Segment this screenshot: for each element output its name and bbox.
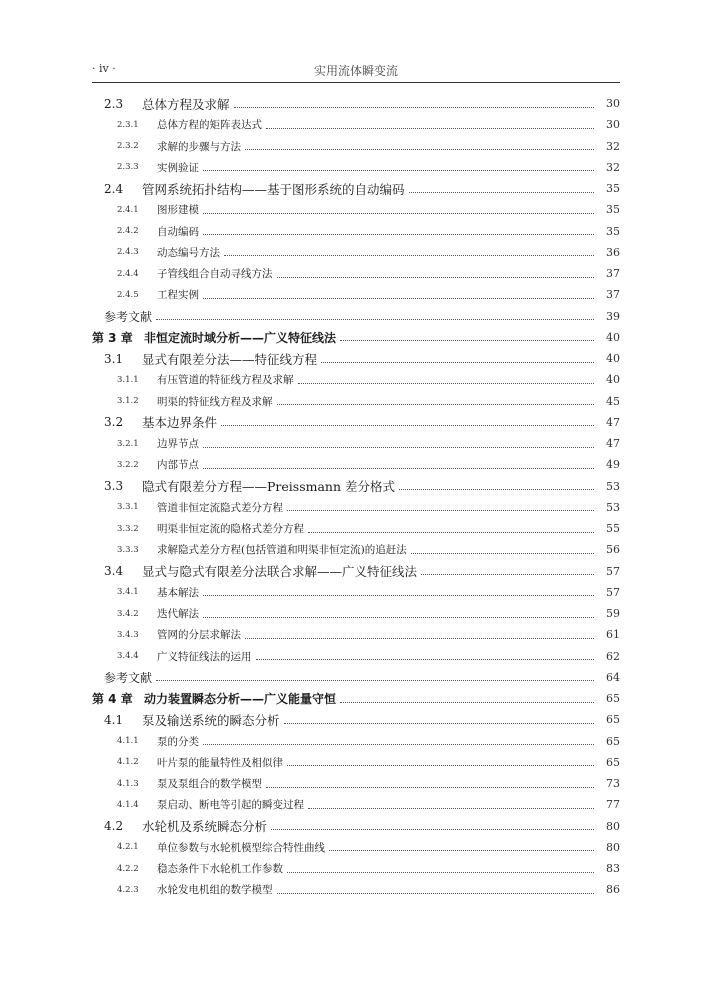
toc-entry-number: 2.3.1 (117, 119, 139, 130)
toc-entry[interactable] (92, 518, 620, 539)
toc-entry-number: 3.3.1 (117, 502, 139, 513)
toc-entry-title: 非恒定流时域分析——广义特征线法 (144, 330, 337, 345)
dot-leader (266, 127, 594, 129)
toc-entry[interactable] (92, 263, 620, 284)
toc-entry[interactable] (92, 221, 620, 242)
toc-entry-title: 参考文献 (104, 309, 153, 324)
toc-entry-number: 2.3 (104, 96, 124, 111)
toc-entry-number: 3.4 (104, 564, 124, 579)
dot-leader (284, 722, 594, 724)
dot-leader (287, 871, 594, 873)
dot-leader (234, 106, 594, 108)
toc-entry-number: 4.1.3 (117, 778, 139, 789)
toc-entry-page: 56 (606, 543, 620, 557)
toc-entry-title: 求解的步骤与方法 (157, 140, 241, 153)
toc-entry-page: 53 (606, 479, 620, 493)
toc-entry-page: 45 (606, 394, 620, 408)
dot-leader (245, 637, 594, 639)
toc-entry-title: 管网的分层求解法 (157, 629, 241, 642)
toc-entry-number: 2.4 (104, 181, 124, 196)
toc-entry[interactable] (92, 752, 620, 773)
dot-leader (203, 467, 594, 469)
toc-entry-number: 第 4 章 (92, 692, 133, 707)
page-header (92, 62, 620, 82)
toc-entry-title: 广义特征线法的运用 (157, 650, 252, 663)
toc-entry[interactable] (92, 136, 620, 157)
toc-entry-number: 2.4.2 (117, 226, 139, 237)
toc-entry-number: 4.2.3 (117, 884, 139, 895)
toc-entry-page: 30 (606, 97, 620, 111)
toc-entry-number: 3.4.2 (117, 608, 139, 619)
toc-entry[interactable] (92, 731, 620, 752)
toc-entry-number: 4.2 (104, 819, 124, 834)
toc-entry[interactable] (92, 178, 620, 199)
toc-entry[interactable] (92, 582, 620, 603)
toc-entry-number: 3.3.3 (117, 544, 139, 555)
toc-entry-page: 32 (606, 139, 620, 153)
toc-entry-title: 求解隐式差分方程(包括管道和明渠非恒定流)的追赶法 (157, 544, 407, 557)
toc-entry[interactable] (92, 327, 620, 348)
dot-leader (277, 403, 595, 405)
toc-entry[interactable] (92, 794, 620, 815)
dot-leader (224, 254, 594, 256)
dot-leader (399, 488, 594, 490)
dot-leader (421, 573, 594, 575)
toc-entry[interactable] (92, 93, 620, 114)
toc-entry-page: 32 (606, 160, 620, 174)
toc-entry-title: 水轮机及系统瞬态分析 (142, 819, 268, 835)
toc-entry-number: 4.2.2 (117, 863, 139, 874)
toc-entry-page: 62 (606, 649, 620, 663)
toc-entry-number: 4.1.4 (117, 799, 139, 810)
toc-entry-title: 显式与隐式有限差分法联合求解——广义特征线法 (142, 564, 418, 580)
dot-leader (321, 361, 594, 363)
toc-entry-page: 80 (606, 819, 620, 833)
toc-entry[interactable] (92, 454, 620, 475)
toc-entry[interactable] (92, 242, 620, 263)
toc-entry-page: 57 (606, 585, 620, 599)
toc-entry-page: 65 (606, 755, 620, 769)
toc-entry[interactable] (92, 561, 620, 582)
toc-entry[interactable] (92, 284, 620, 305)
toc-entry-page: 83 (606, 862, 620, 876)
toc-entry-number: 4.1.1 (117, 736, 139, 747)
toc-entry-page: 59 (606, 607, 620, 621)
toc-entry[interactable] (92, 412, 620, 433)
toc-entry-title: 实例验证 (157, 161, 199, 174)
toc-entry-page: 37 (606, 267, 620, 281)
dot-leader (156, 318, 594, 320)
toc-entry-page: 30 (606, 118, 620, 132)
toc-entry-title: 基本解法 (157, 586, 199, 599)
toc-entry-page: 35 (606, 224, 620, 238)
toc-entry-number: 3.1 (104, 351, 124, 366)
toc-entry-page: 65 (606, 692, 620, 706)
toc-entry-title: 管网系统拓扑结构——基于图形系统的自动编码 (142, 181, 405, 197)
toc-entry-number: 3.2.1 (117, 438, 139, 449)
dot-leader (203, 743, 594, 745)
dot-leader (203, 233, 594, 235)
toc-entry[interactable] (92, 157, 620, 178)
toc-entry-page: 36 (606, 245, 620, 259)
toc-entry-title: 明渠非恒定流的隐格式差分方程 (157, 523, 304, 536)
toc-entry-title: 自动编码 (157, 225, 199, 238)
toc-entry-page: 65 (606, 713, 620, 727)
toc-entry-title: 子管线组合自动寻线方法 (157, 268, 273, 281)
toc-entry-page: 47 (606, 415, 620, 429)
dot-leader (245, 148, 594, 150)
dot-leader (256, 658, 595, 660)
toc-entry[interactable] (92, 688, 620, 709)
dot-leader (340, 701, 594, 703)
dot-leader (203, 594, 594, 596)
toc-entry[interactable] (92, 816, 620, 837)
toc-entry-number: 3.3 (104, 479, 124, 494)
toc-entry-number: 2.4.1 (117, 204, 139, 215)
toc-entry[interactable] (92, 603, 620, 624)
toc-entry[interactable] (92, 539, 620, 560)
dot-leader (277, 892, 595, 894)
toc-entry-number: 3.1.2 (117, 396, 139, 407)
dot-leader (203, 212, 594, 214)
toc-entry[interactable] (92, 709, 620, 730)
dot-leader (308, 807, 594, 809)
toc-entry-title: 隐式有限差分方程——Preissmann 差分格式 (142, 479, 395, 495)
toc-entry-title: 参考文献 (104, 670, 153, 685)
toc-entry-title: 总体方程及求解 (142, 96, 230, 112)
dot-leader (203, 446, 594, 448)
toc-entry-number: 3.3.2 (117, 523, 139, 534)
dot-leader (203, 616, 594, 618)
toc-entry[interactable] (92, 433, 620, 454)
toc-entry-title: 边界节点 (157, 438, 199, 451)
toc-entry-number: 4.1.2 (117, 757, 139, 768)
toc-entry-page: 65 (606, 734, 620, 748)
toc-entry-page: 73 (606, 777, 620, 791)
toc-entry-number: 4.1 (104, 712, 124, 727)
toc-entry-page: 80 (606, 840, 620, 854)
toc-entry[interactable] (92, 391, 620, 412)
toc-entry-number: 3.4.3 (117, 629, 139, 640)
toc-entry-page: 39 (606, 309, 620, 323)
toc-entry-title: 图形建模 (157, 204, 199, 217)
header-page-number: · iv · (92, 62, 116, 75)
toc-entry[interactable] (92, 879, 620, 900)
toc-entry-title: 单位参数与水轮机模型综合特性曲线 (157, 841, 325, 854)
toc-entry-number: 3.4.1 (117, 587, 139, 598)
toc-entry-title: 动态编号方法 (157, 246, 220, 259)
toc-entry-page: 77 (606, 798, 620, 812)
toc-entry[interactable] (92, 114, 620, 135)
header-rule (92, 82, 620, 83)
toc-entry-title: 总体方程的矩阵表达式 (157, 119, 262, 132)
toc-entry-page: 49 (606, 458, 620, 472)
dot-leader (409, 191, 594, 193)
toc-entry[interactable] (92, 497, 620, 518)
toc-entry-page: 37 (606, 288, 620, 302)
toc-entry[interactable] (92, 773, 620, 794)
toc-entry-page: 40 (606, 330, 620, 344)
toc-entry-title: 管道非恒定流隐式差分方程 (157, 501, 283, 514)
toc-entry[interactable] (92, 667, 620, 688)
header-book-title: 实用流体瞬变流 (313, 64, 398, 78)
toc-entry-page: 40 (606, 373, 620, 387)
toc-entry[interactable] (92, 199, 620, 220)
dot-leader (271, 828, 594, 830)
dot-leader (287, 509, 594, 511)
toc-entry[interactable] (92, 858, 620, 879)
toc-entry[interactable] (92, 646, 620, 667)
toc-entry-number: 2.4.4 (117, 268, 139, 279)
dot-leader (203, 169, 594, 171)
toc-entry[interactable] (92, 837, 620, 858)
toc-entry-title: 水轮发电机组的数学模型 (157, 884, 273, 897)
toc-entry-number: 2.4.3 (117, 247, 139, 258)
toc-entry[interactable] (92, 306, 620, 327)
toc-entry-title: 内部节点 (157, 459, 199, 472)
toc-entry-number: 3.1.1 (117, 374, 139, 385)
toc-entry-page: 86 (606, 883, 620, 897)
dot-leader (308, 531, 594, 533)
toc-entry-number: 3.4.4 (117, 651, 139, 662)
dot-leader (203, 297, 594, 299)
toc-entry-page: 64 (606, 670, 620, 684)
toc-entry-page: 53 (606, 500, 620, 514)
toc-entry-title: 泵的分类 (157, 735, 199, 748)
toc-entry-title: 基本边界条件 (142, 415, 218, 431)
toc-entry-title: 迭代解法 (157, 608, 199, 621)
toc-entry-title: 泵及泵组合的数学模型 (157, 778, 262, 791)
toc-entry-number: 4.2.1 (117, 842, 139, 853)
toc-entry-title: 显式有限差分法——特征线方程 (142, 351, 318, 367)
toc-entry-page: 61 (606, 628, 620, 642)
dot-leader (298, 382, 595, 384)
toc-entry-number: 2.3.2 (117, 141, 139, 152)
toc-entry[interactable] (92, 369, 620, 390)
toc-entry-title: 动力装置瞬态分析——广义能量守恒 (144, 692, 337, 707)
toc-entry-title: 明渠的特征线方程及求解 (157, 395, 273, 408)
toc-entry-title: 泵启动、断电等引起的瞬变过程 (157, 799, 304, 812)
dot-leader (221, 424, 594, 426)
toc-entry-number: 2.3.3 (117, 162, 139, 173)
toc-entry-title: 稳态条件下水轮机工作参数 (157, 863, 283, 876)
dot-leader (287, 764, 594, 766)
toc-entry[interactable] (92, 624, 620, 645)
toc-entry-page: 55 (606, 522, 620, 536)
dot-leader (340, 339, 594, 341)
dot-leader (411, 552, 594, 554)
toc-entry-title: 有压管道的特征线方程及求解 (157, 374, 294, 387)
dot-leader (277, 276, 595, 278)
table-of-contents (92, 93, 620, 901)
dot-leader (156, 679, 594, 681)
toc-entry-number: 3.2.2 (117, 459, 139, 470)
toc-entry-title: 叶片泵的能量特性及相似律 (157, 756, 283, 769)
toc-entry-number: 3.2 (104, 415, 124, 430)
toc-entry-number: 2.4.5 (117, 289, 139, 300)
dot-leader (266, 786, 594, 788)
dot-leader (329, 849, 594, 851)
toc-entry-title: 泵及输送系统的瞬态分析 (142, 712, 280, 728)
toc-entry[interactable] (92, 476, 620, 497)
toc-entry[interactable] (92, 348, 620, 369)
toc-entry-page: 35 (606, 182, 620, 196)
toc-entry-page: 40 (606, 352, 620, 366)
toc-entry-page: 47 (606, 437, 620, 451)
toc-entry-title: 工程实例 (157, 289, 199, 302)
toc-entry-number: 第 3 章 (92, 330, 133, 345)
toc-entry-page: 35 (606, 203, 620, 217)
toc-entry-page: 57 (606, 564, 620, 578)
